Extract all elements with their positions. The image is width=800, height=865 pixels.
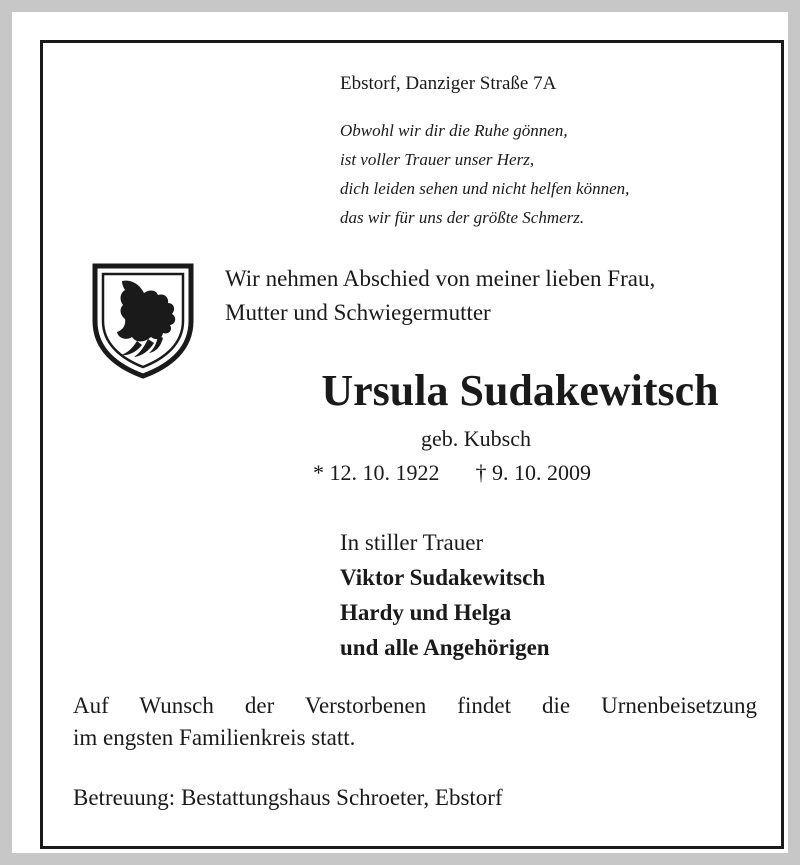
mourners-intro: In stiller Trauer	[340, 530, 484, 555]
page-inner	[12, 12, 788, 853]
coat-of-arms-bear-paw-icon	[92, 263, 194, 379]
funeral-home-care: Betreuung: Bestattungshaus Schroeter, Ebstorf	[73, 785, 503, 810]
mourner-3: und alle Angehörigen	[340, 635, 550, 660]
notice-line-1: Auf Wunsch der Verstorbenen findet die Urnenbeisetzung	[73, 693, 757, 718]
address: Ebstorf, Danziger Straße 7A	[340, 73, 557, 94]
notice-line-2: im engsten Familienkreis statt.	[73, 725, 356, 750]
life-dates	[313, 460, 591, 486]
poem-line-2: ist voller Trauer unser Herz,	[340, 150, 535, 169]
mourner-1: Viktor Sudakewitsch	[340, 565, 546, 590]
mourner-2: Hardy und Helga	[340, 600, 512, 625]
intro-line-2: Mutter und Schwiegermutter	[225, 300, 491, 325]
death-date: † 9. 10. 2009	[475, 460, 591, 485]
intro-line-1: Wir nehmen Abschied von meiner lieben Frau,	[225, 266, 656, 291]
birth-name: geb. Kubsch	[421, 426, 531, 451]
poem-line-4: das wir für uns der größte Schmerz.	[340, 208, 585, 227]
poem-line-3: dich leiden sehen und nicht helfen können,	[340, 179, 630, 198]
funeral-notice	[73, 690, 757, 754]
poem-line-1: Obwohl wir dir die Ruhe gönnen,	[340, 121, 568, 140]
birth-date: * 12. 10. 1922	[313, 460, 440, 485]
obituary-frame	[40, 40, 784, 849]
deceased-name: Ursula Sudakewitsch	[321, 366, 719, 415]
